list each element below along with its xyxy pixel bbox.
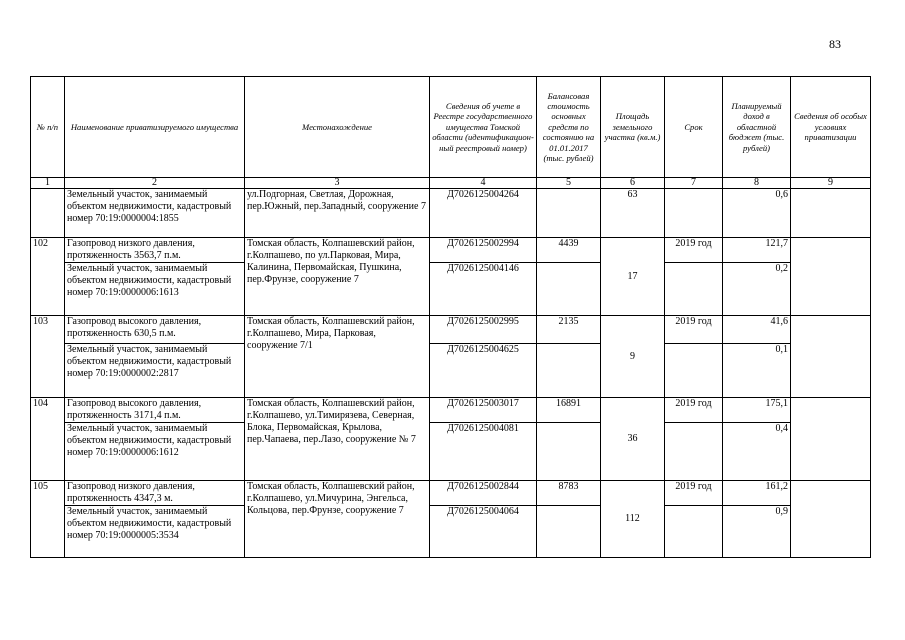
column-number: 5 <box>537 178 601 189</box>
row-number: 104 <box>31 398 65 481</box>
planned-income: 175,1 <box>723 398 791 423</box>
planned-income: 0,9 <box>723 506 791 558</box>
row-number <box>31 189 65 238</box>
header-cell-name: Наименование приватизируемого имущества <box>65 77 245 178</box>
registry-number: Д7026125004264 <box>430 189 537 238</box>
table-row <box>31 238 871 263</box>
table-row <box>31 506 871 558</box>
property-location: Томская область, Колпашевский район, г.Колпашево, Мира, Парковая, сооружение 7/1 <box>245 316 430 398</box>
header-cell-term: Срок <box>665 77 723 178</box>
term: 2019 год <box>665 238 723 263</box>
term <box>665 189 723 238</box>
planned-income: 0,6 <box>723 189 791 238</box>
header-cell-registry: Сведения об учете в Реестре государственного имущества Томской области (идентификацион-ный реестровый номер) <box>430 77 537 178</box>
balance-value <box>537 189 601 238</box>
special-conditions <box>791 481 871 558</box>
row-number: 105 <box>31 481 65 558</box>
header-cell-income: Планируемый доход в областной бюджет (тыс. рублей) <box>723 77 791 178</box>
land-area: 63 <box>601 189 665 238</box>
planned-income: 0,4 <box>723 423 791 481</box>
property-name: Газопровод низкого давления, протяженность 4347,3 м. <box>65 481 245 506</box>
privatization-table <box>30 76 871 558</box>
balance-value: 8783 <box>537 481 601 506</box>
property-name: Земельный участок, занимаемый объектом недвижимости, кадастровый номер 70:19:0000006:1612 <box>65 423 245 481</box>
table-row <box>31 263 871 316</box>
property-name: Газопровод низкого давления, протяженность 3563,7 п.м. <box>65 238 245 263</box>
property-name: Земельный участок, занимаемый объектом недвижимости, кадастровый номер 70:19:0000002:2817 <box>65 344 245 398</box>
property-location: Томская область, Колпашевский район, г.Колпашево, по ул.Парковая, Мира, Калинина, Первомайская, Пушкина, пер.Фрунзе, сооружение 7 <box>245 238 430 316</box>
balance-value: 16891 <box>537 398 601 423</box>
term: 2019 год <box>665 316 723 344</box>
table-row <box>31 189 871 238</box>
property-location: Томская область, Колпашевский район, г.Колпашево, ул.Мичурина, Энгельса, Кольцова, пер.Фрунзе, сооружение 7 <box>245 481 430 558</box>
registry-number: Д7026125002994 <box>430 238 537 263</box>
property-name: Газопровод высокого давления, протяженность 630,5 п.м. <box>65 316 245 344</box>
registry-number: Д7026125004146 <box>430 263 537 316</box>
land-area: 112 <box>601 481 665 558</box>
special-conditions <box>791 238 871 316</box>
header-row <box>31 77 871 178</box>
column-number: 6 <box>601 178 665 189</box>
balance-value <box>537 344 601 398</box>
term <box>665 423 723 481</box>
column-number: 9 <box>791 178 871 189</box>
column-number: 1 <box>31 178 65 189</box>
term: 2019 год <box>665 398 723 423</box>
column-number: 4 <box>430 178 537 189</box>
table-row <box>31 481 871 506</box>
header-cell-location: Местонахождение <box>245 77 430 178</box>
property-name: Земельный участок, занимаемый объектом недвижимости, кадастровый номер 70:19:0000004:1855 <box>65 189 245 238</box>
term <box>665 506 723 558</box>
header-cell-num: № п/п <box>31 77 65 178</box>
registry-number: Д7026125004625 <box>430 344 537 398</box>
row-number: 102 <box>31 238 65 316</box>
header-cell-area: Площадь земельного участка (кв.м.) <box>601 77 665 178</box>
land-area: 17 <box>601 238 665 316</box>
term <box>665 263 723 316</box>
column-number: 8 <box>723 178 791 189</box>
land-area: 9 <box>601 316 665 398</box>
table-row <box>31 423 871 481</box>
balance-value <box>537 506 601 558</box>
special-conditions <box>791 189 871 238</box>
registry-number: Д7026125003017 <box>430 398 537 423</box>
balance-value: 4439 <box>537 238 601 263</box>
balance-value <box>537 263 601 316</box>
balance-value <box>537 423 601 481</box>
table-row <box>31 344 871 398</box>
table-row <box>31 316 871 344</box>
column-number-row <box>31 178 871 189</box>
special-conditions <box>791 316 871 398</box>
header-cell-conditions: Сведения об особых условиях приватизации <box>791 77 871 178</box>
planned-income: 41,6 <box>723 316 791 344</box>
row-number: 103 <box>31 316 65 398</box>
planned-income: 0,2 <box>723 263 791 316</box>
planned-income: 121,7 <box>723 238 791 263</box>
property-name: Земельный участок, занимаемый объектом недвижимости, кадастровый номер 70:19:0000005:3534 <box>65 506 245 558</box>
property-location: Томская область, Колпашевский район, г.Колпашево, ул.Тимирязева, Северная, Блока, Первомайская, Крылова, пер.Чапаева, пер.Лазо, сооружение № 7 <box>245 398 430 481</box>
planned-income: 0,1 <box>723 344 791 398</box>
property-location: ул.Подгорная, Светлая, Дорожная, пер.Южный, пер.Западный, сооружение 7 <box>245 189 430 238</box>
special-conditions <box>791 398 871 481</box>
property-name: Газопровод высокого давления, протяженность 3171,4 п.м. <box>65 398 245 423</box>
property-name: Земельный участок, занимаемый объектом недвижимости, кадастровый номер 70:19:0000006:1613 <box>65 263 245 316</box>
column-number: 7 <box>665 178 723 189</box>
column-number: 3 <box>245 178 430 189</box>
land-area: 36 <box>601 398 665 481</box>
registry-number: Д7026125004064 <box>430 506 537 558</box>
header-cell-balance: Балансовая стоимость основных средств по состоянию на 01.01.2017 (тыс. рублей) <box>537 77 601 178</box>
planned-income: 161,2 <box>723 481 791 506</box>
table-row <box>31 398 871 423</box>
registry-number: Д7026125002995 <box>430 316 537 344</box>
column-number: 2 <box>65 178 245 189</box>
balance-value: 2135 <box>537 316 601 344</box>
registry-number: Д7026125004081 <box>430 423 537 481</box>
page-number: 83 <box>829 37 841 51</box>
term: 2019 год <box>665 481 723 506</box>
term <box>665 344 723 398</box>
registry-number: Д7026125002844 <box>430 481 537 506</box>
